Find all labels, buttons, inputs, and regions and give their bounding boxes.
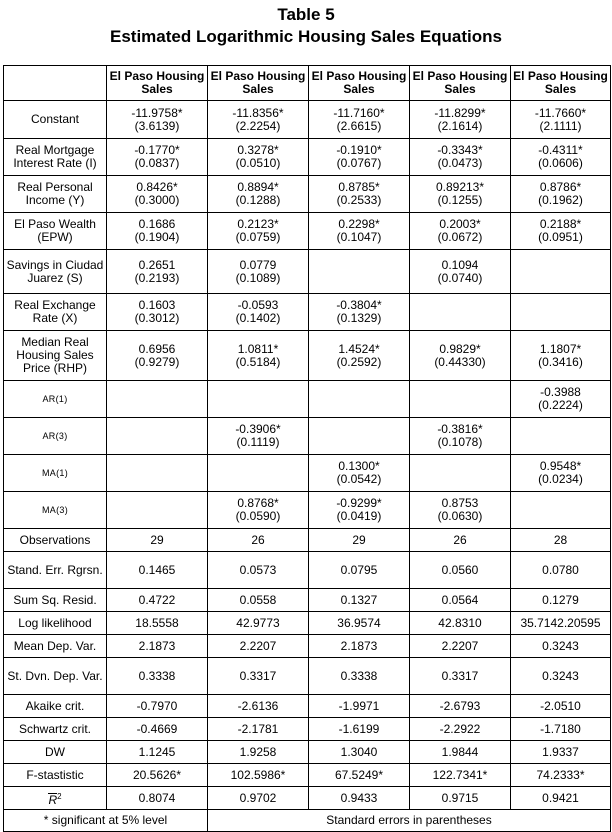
coefficient-value: -0.3804* xyxy=(336,298,382,312)
table-row xyxy=(4,787,611,810)
regression-table xyxy=(3,65,611,832)
column-header-1: El Paso Housing Sales xyxy=(107,66,208,101)
coefficient-cell xyxy=(410,381,511,418)
coefficient-value: -11.9758* xyxy=(131,105,183,120)
row-label: MA(3) xyxy=(4,492,107,529)
standard-error-value: (0.2224) xyxy=(538,398,583,412)
coefficient-cell xyxy=(107,101,208,139)
coefficient-cell xyxy=(511,455,611,492)
statistic-value: 2.1873 xyxy=(107,635,208,658)
statistic-value: 1.9258 xyxy=(208,741,309,764)
table-row xyxy=(4,139,611,176)
standard-error-value: (0.0234) xyxy=(538,472,583,486)
row-label: Savings in Ciudad Juarez (S) xyxy=(4,250,107,294)
coefficient-cell xyxy=(410,418,511,455)
standard-error-value: (0.3416) xyxy=(538,354,583,369)
coefficient-value: -0.1910* xyxy=(336,143,382,157)
table-row xyxy=(4,589,611,612)
stat-label: St. Dvn. Dep. Var. xyxy=(4,658,107,695)
coefficient-cell xyxy=(208,294,309,331)
statistic-value: 1.3040 xyxy=(309,741,410,764)
statistic-value: 0.9702 xyxy=(208,787,309,810)
standard-error-value: (0.1402) xyxy=(235,311,281,325)
coefficient-cell xyxy=(511,492,611,529)
stat-label: Sum Sq. Resid. xyxy=(4,589,107,612)
stat-label: Observations xyxy=(4,529,107,552)
statistic-value: 0.9421 xyxy=(511,787,611,810)
column-header-5: El Paso Housing Sales xyxy=(511,66,611,101)
coefficient-value: -11.7660* xyxy=(534,105,587,120)
statistic-value: 2.2207 xyxy=(208,635,309,658)
coefficient-cell xyxy=(107,381,208,418)
statistic-value: -2.6793 xyxy=(410,695,511,718)
statistic-value: -2.1781 xyxy=(208,718,309,741)
statistic-value: 18.5558 xyxy=(107,612,208,635)
statistic-value: 26 xyxy=(208,529,309,552)
coefficient-cell xyxy=(107,213,208,250)
coefficient-value: 0.2003* xyxy=(439,217,481,231)
table-row xyxy=(4,764,611,787)
coefficient-cell xyxy=(309,176,410,213)
statistic-value: 67.5249* xyxy=(309,764,410,787)
coefficient-cell xyxy=(309,101,410,139)
stat-label xyxy=(4,787,107,810)
table-row xyxy=(4,741,611,764)
stat-label: Stand. Err. Rgrsn. xyxy=(4,552,107,589)
statistic-value: -2.0510 xyxy=(511,695,611,718)
standard-error-value: (0.5184) xyxy=(235,354,281,369)
footer-standard-errors-note: Standard errors in parentheses xyxy=(208,810,611,832)
statistic-value: -1.6199 xyxy=(309,718,410,741)
coefficient-cell xyxy=(208,331,309,381)
standard-error-value: (3.6139) xyxy=(134,118,180,133)
coefficient-cell xyxy=(309,381,410,418)
r-squared-bar-label: R xyxy=(48,792,58,807)
header-row xyxy=(4,66,611,101)
statistic-value: 0.0564 xyxy=(410,589,511,612)
standard-error-value: (0.2533) xyxy=(336,193,382,207)
standard-error-value: (0.0473) xyxy=(437,156,483,170)
table-row xyxy=(4,250,611,294)
footer-row xyxy=(4,810,611,832)
coefficient-value: 0.1300* xyxy=(338,459,380,473)
coefficient-value: 0.1686 xyxy=(138,217,176,231)
coefficient-cell xyxy=(511,418,611,455)
coefficient-cell xyxy=(410,176,511,213)
statistic-value: 20.5626* xyxy=(107,764,208,787)
standard-error-value: (0.1255) xyxy=(437,193,483,207)
statistic-value: -0.7970 xyxy=(107,695,208,718)
coefficient-value: 0.1094 xyxy=(441,257,479,272)
coefficient-value: 0.8785* xyxy=(338,180,380,194)
statistic-value: -2.2922 xyxy=(410,718,511,741)
standard-error-value: (0.0837) xyxy=(134,156,180,170)
coefficient-value: 0.2651 xyxy=(138,257,176,272)
coefficient-value: -0.4311* xyxy=(538,143,583,157)
standard-error-value: (0.1078) xyxy=(437,435,483,449)
coefficient-cell xyxy=(309,294,410,331)
standard-error-value: (0.0606) xyxy=(538,156,583,170)
standard-error-value: (0.2193) xyxy=(134,270,180,285)
coefficient-value: -11.8299* xyxy=(434,105,486,120)
table-subtitle: Estimated Logarithmic Housing Sales Equations xyxy=(109,27,502,46)
statistic-value: 29 xyxy=(309,529,410,552)
coefficient-cell xyxy=(511,381,611,418)
statistic-value: 0.8074 xyxy=(107,787,208,810)
coefficient-cell xyxy=(107,331,208,381)
coefficient-cell xyxy=(107,294,208,331)
statistic-value: 42.8310 xyxy=(410,612,511,635)
row-label: Constant xyxy=(4,101,107,139)
coefficient-value: 0.9548* xyxy=(539,459,582,473)
coefficient-value: -0.3343* xyxy=(437,143,483,157)
coefficient-value: 0.1603 xyxy=(138,298,176,312)
coefficient-cell xyxy=(309,492,410,529)
coefficient-value: 0.8894* xyxy=(237,180,279,194)
coefficient-value: 0.8768* xyxy=(237,496,279,510)
title-block xyxy=(0,0,612,56)
statistic-value: 0.3317 xyxy=(208,658,309,695)
standard-error-value: (0.1329) xyxy=(336,311,382,325)
standard-error-value: (0.0590) xyxy=(235,509,281,523)
coefficient-cell xyxy=(208,213,309,250)
standard-error-value: (0.44330) xyxy=(434,354,486,369)
coefficient-value: 0.3278* xyxy=(237,143,279,157)
coefficient-cell xyxy=(107,250,208,294)
standard-error-value: (0.0510) xyxy=(235,156,281,170)
coefficient-value: -11.8356* xyxy=(232,105,284,120)
standard-error-value: (0.0759) xyxy=(235,230,281,244)
statistic-value: 1.9337 xyxy=(511,741,611,764)
standard-error-value: (0.3000) xyxy=(134,193,180,207)
table-row xyxy=(4,381,611,418)
statistic-value: 42.9773 xyxy=(208,612,309,635)
coefficient-cell xyxy=(511,176,611,213)
column-header-4: El Paso Housing Sales xyxy=(410,66,511,101)
statistic-value: 0.4722 xyxy=(107,589,208,612)
standard-error-value: (0.1904) xyxy=(134,230,180,244)
coefficient-value: 0.0779 xyxy=(239,257,277,272)
standard-error-value: (0.1047) xyxy=(336,230,382,244)
coefficient-cell xyxy=(309,455,410,492)
coefficient-cell xyxy=(309,418,410,455)
coefficient-value: -0.1770* xyxy=(134,143,180,157)
statistic-value: 0.9433 xyxy=(309,787,410,810)
coefficient-cell xyxy=(309,139,410,176)
coefficient-cell xyxy=(410,455,511,492)
standard-error-value: (0.0542) xyxy=(336,472,382,486)
table-row xyxy=(4,718,611,741)
row-label: AR(3) xyxy=(4,418,107,455)
coefficient-cell xyxy=(107,418,208,455)
stat-label: F-stastistic xyxy=(4,764,107,787)
coefficient-cell xyxy=(208,176,309,213)
standard-error-value: (0.0419) xyxy=(336,509,382,523)
table-row xyxy=(4,695,611,718)
statistic-value: 0.0780 xyxy=(511,552,611,589)
stat-label: Akaike crit. xyxy=(4,695,107,718)
table-row xyxy=(4,418,611,455)
statistic-value: 0.0573 xyxy=(208,552,309,589)
coefficient-value: 0.6956 xyxy=(138,341,176,356)
row-label: AR(1) xyxy=(4,381,107,418)
squared-superscript: 2 xyxy=(57,791,62,801)
coefficient-cell xyxy=(410,331,511,381)
coefficient-cell xyxy=(511,139,611,176)
statistic-value: 0.0558 xyxy=(208,589,309,612)
coefficient-value: 1.4524* xyxy=(338,341,380,356)
statistic-value: 122.7341* xyxy=(410,764,511,787)
coefficient-value: 1.0811* xyxy=(237,341,279,356)
standard-error-value: (2.2254) xyxy=(235,118,281,133)
table-row xyxy=(4,331,611,381)
statistic-value: 0.0795 xyxy=(309,552,410,589)
coefficient-value: -0.9299* xyxy=(336,496,382,510)
row-label: Median Real Housing Sales Price (RHP) xyxy=(4,331,107,381)
standard-error-value: (0.0767) xyxy=(336,156,382,170)
table-row xyxy=(4,176,611,213)
statistic-value: 1.9844 xyxy=(410,741,511,764)
coefficient-cell xyxy=(511,331,611,381)
table-row xyxy=(4,612,611,635)
coefficient-cell xyxy=(208,455,309,492)
stat-label: DW xyxy=(4,741,107,764)
statistic-rows xyxy=(4,529,611,810)
statistic-value: 29 xyxy=(107,529,208,552)
statistic-value: 28 xyxy=(511,529,611,552)
coefficient-cell xyxy=(511,101,611,139)
standard-error-value: (0.0630) xyxy=(437,509,483,523)
stat-label: Schwartz crit. xyxy=(4,718,107,741)
coefficient-value: -0.3988 xyxy=(540,385,581,399)
row-label: Real Mortgage Interest Rate (I) xyxy=(4,139,107,176)
coefficient-cell xyxy=(208,139,309,176)
coefficient-cell xyxy=(208,418,309,455)
table-row xyxy=(4,492,611,529)
table-title: Table 5 xyxy=(277,5,335,24)
coefficient-value: -0.3816* xyxy=(437,422,483,436)
standard-error-value: (0.0951) xyxy=(538,230,583,244)
statistic-value: 36.9574 xyxy=(309,612,410,635)
row-label: El Paso Wealth (EPW) xyxy=(4,213,107,250)
coefficient-value: 0.8426* xyxy=(136,180,178,194)
coefficient-cell xyxy=(410,492,511,529)
coefficient-value: -0.3906* xyxy=(235,422,281,436)
statistic-value: 1.1245 xyxy=(107,741,208,764)
column-header-3: El Paso Housing Sales xyxy=(309,66,410,101)
statistic-value: 0.0560 xyxy=(410,552,511,589)
coefficient-cell xyxy=(208,101,309,139)
coefficient-cell xyxy=(410,213,511,250)
table-row xyxy=(4,552,611,589)
standard-error-value: (0.1119) xyxy=(236,435,280,449)
coefficient-cell xyxy=(511,250,611,294)
table-row xyxy=(4,455,611,492)
statistic-value: 2.2207 xyxy=(410,635,511,658)
statistic-value: 0.9715 xyxy=(410,787,511,810)
coefficient-rows xyxy=(4,101,611,529)
coefficient-value: 0.89213* xyxy=(435,180,485,194)
coefficient-value: -0.0593 xyxy=(237,298,279,312)
standard-error-value: (2.6615) xyxy=(336,118,382,133)
table-row xyxy=(4,101,611,139)
stat-label: Log likelihood xyxy=(4,612,107,635)
coefficient-value: 0.8786* xyxy=(539,180,582,194)
standard-error-value: (0.1089) xyxy=(235,270,281,285)
coefficient-cell xyxy=(107,176,208,213)
coefficient-value: 0.2188* xyxy=(539,217,582,231)
coefficient-value: 0.2123* xyxy=(237,217,279,231)
statistic-value: 2.1873 xyxy=(309,635,410,658)
standard-error-value: (0.3012) xyxy=(134,311,180,325)
standard-error-value: (0.0740) xyxy=(437,270,483,285)
coefficient-cell xyxy=(511,294,611,331)
standard-error-value: (2.1614) xyxy=(437,118,483,133)
coefficient-cell xyxy=(410,139,511,176)
statistic-value: 74.2333* xyxy=(511,764,611,787)
statistic-value: 26 xyxy=(410,529,511,552)
table-row xyxy=(4,635,611,658)
coefficient-value: 1.1807* xyxy=(539,341,582,356)
statistic-value: 0.3243 xyxy=(511,635,611,658)
stat-label: Mean Dep. Var. xyxy=(4,635,107,658)
statistic-value: 0.3338 xyxy=(309,658,410,695)
statistic-value: 0.1279 xyxy=(511,589,611,612)
statistic-value: -1.9971 xyxy=(309,695,410,718)
table-row xyxy=(4,294,611,331)
row-label: Real Exchange Rate (X) xyxy=(4,294,107,331)
table-row xyxy=(4,213,611,250)
standard-error-value: (0.2592) xyxy=(336,354,382,369)
standard-error-value: (0.1288) xyxy=(235,193,281,207)
coefficient-cell xyxy=(410,101,511,139)
coefficient-cell xyxy=(309,250,410,294)
coefficient-cell xyxy=(309,213,410,250)
coefficient-cell xyxy=(107,492,208,529)
coefficient-cell xyxy=(511,213,611,250)
standard-error-value: (0.9279) xyxy=(134,354,180,369)
coefficient-cell xyxy=(208,381,309,418)
coefficient-cell xyxy=(208,250,309,294)
coefficient-cell xyxy=(107,455,208,492)
statistic-value: -0.4669 xyxy=(107,718,208,741)
standard-error-value: (0.1962) xyxy=(538,193,583,207)
coefficient-value: 0.2298* xyxy=(338,217,380,231)
statistic-value: 35.7142.20595 xyxy=(511,612,611,635)
header-blank-cell xyxy=(4,66,107,101)
coefficient-cell xyxy=(107,139,208,176)
statistic-value: -1.7180 xyxy=(511,718,611,741)
statistic-value: 0.1327 xyxy=(309,589,410,612)
standard-error-value: (0.0672) xyxy=(437,230,483,244)
column-header-2: El Paso Housing Sales xyxy=(208,66,309,101)
statistic-value: 0.1465 xyxy=(107,552,208,589)
table-row xyxy=(4,658,611,695)
row-label: MA(1) xyxy=(4,455,107,492)
statistic-value: 0.3317 xyxy=(410,658,511,695)
statistic-value: 0.3243 xyxy=(511,658,611,695)
coefficient-cell xyxy=(208,492,309,529)
table-row xyxy=(4,529,611,552)
row-label: Real Personal Income (Y) xyxy=(4,176,107,213)
coefficient-value: -11.7160* xyxy=(333,105,385,120)
coefficient-cell xyxy=(309,331,410,381)
standard-error-value: (2.1111) xyxy=(539,118,582,133)
coefficient-value: 0.9829* xyxy=(439,341,481,356)
coefficient-cell xyxy=(410,294,511,331)
statistic-value: -2.6136 xyxy=(208,695,309,718)
footer-significance-note: * significant at 5% level xyxy=(4,810,208,832)
coefficient-value: 0.8753 xyxy=(441,496,479,510)
statistic-value: 0.3338 xyxy=(107,658,208,695)
coefficient-cell xyxy=(410,250,511,294)
statistic-value: 102.5986* xyxy=(208,764,309,787)
